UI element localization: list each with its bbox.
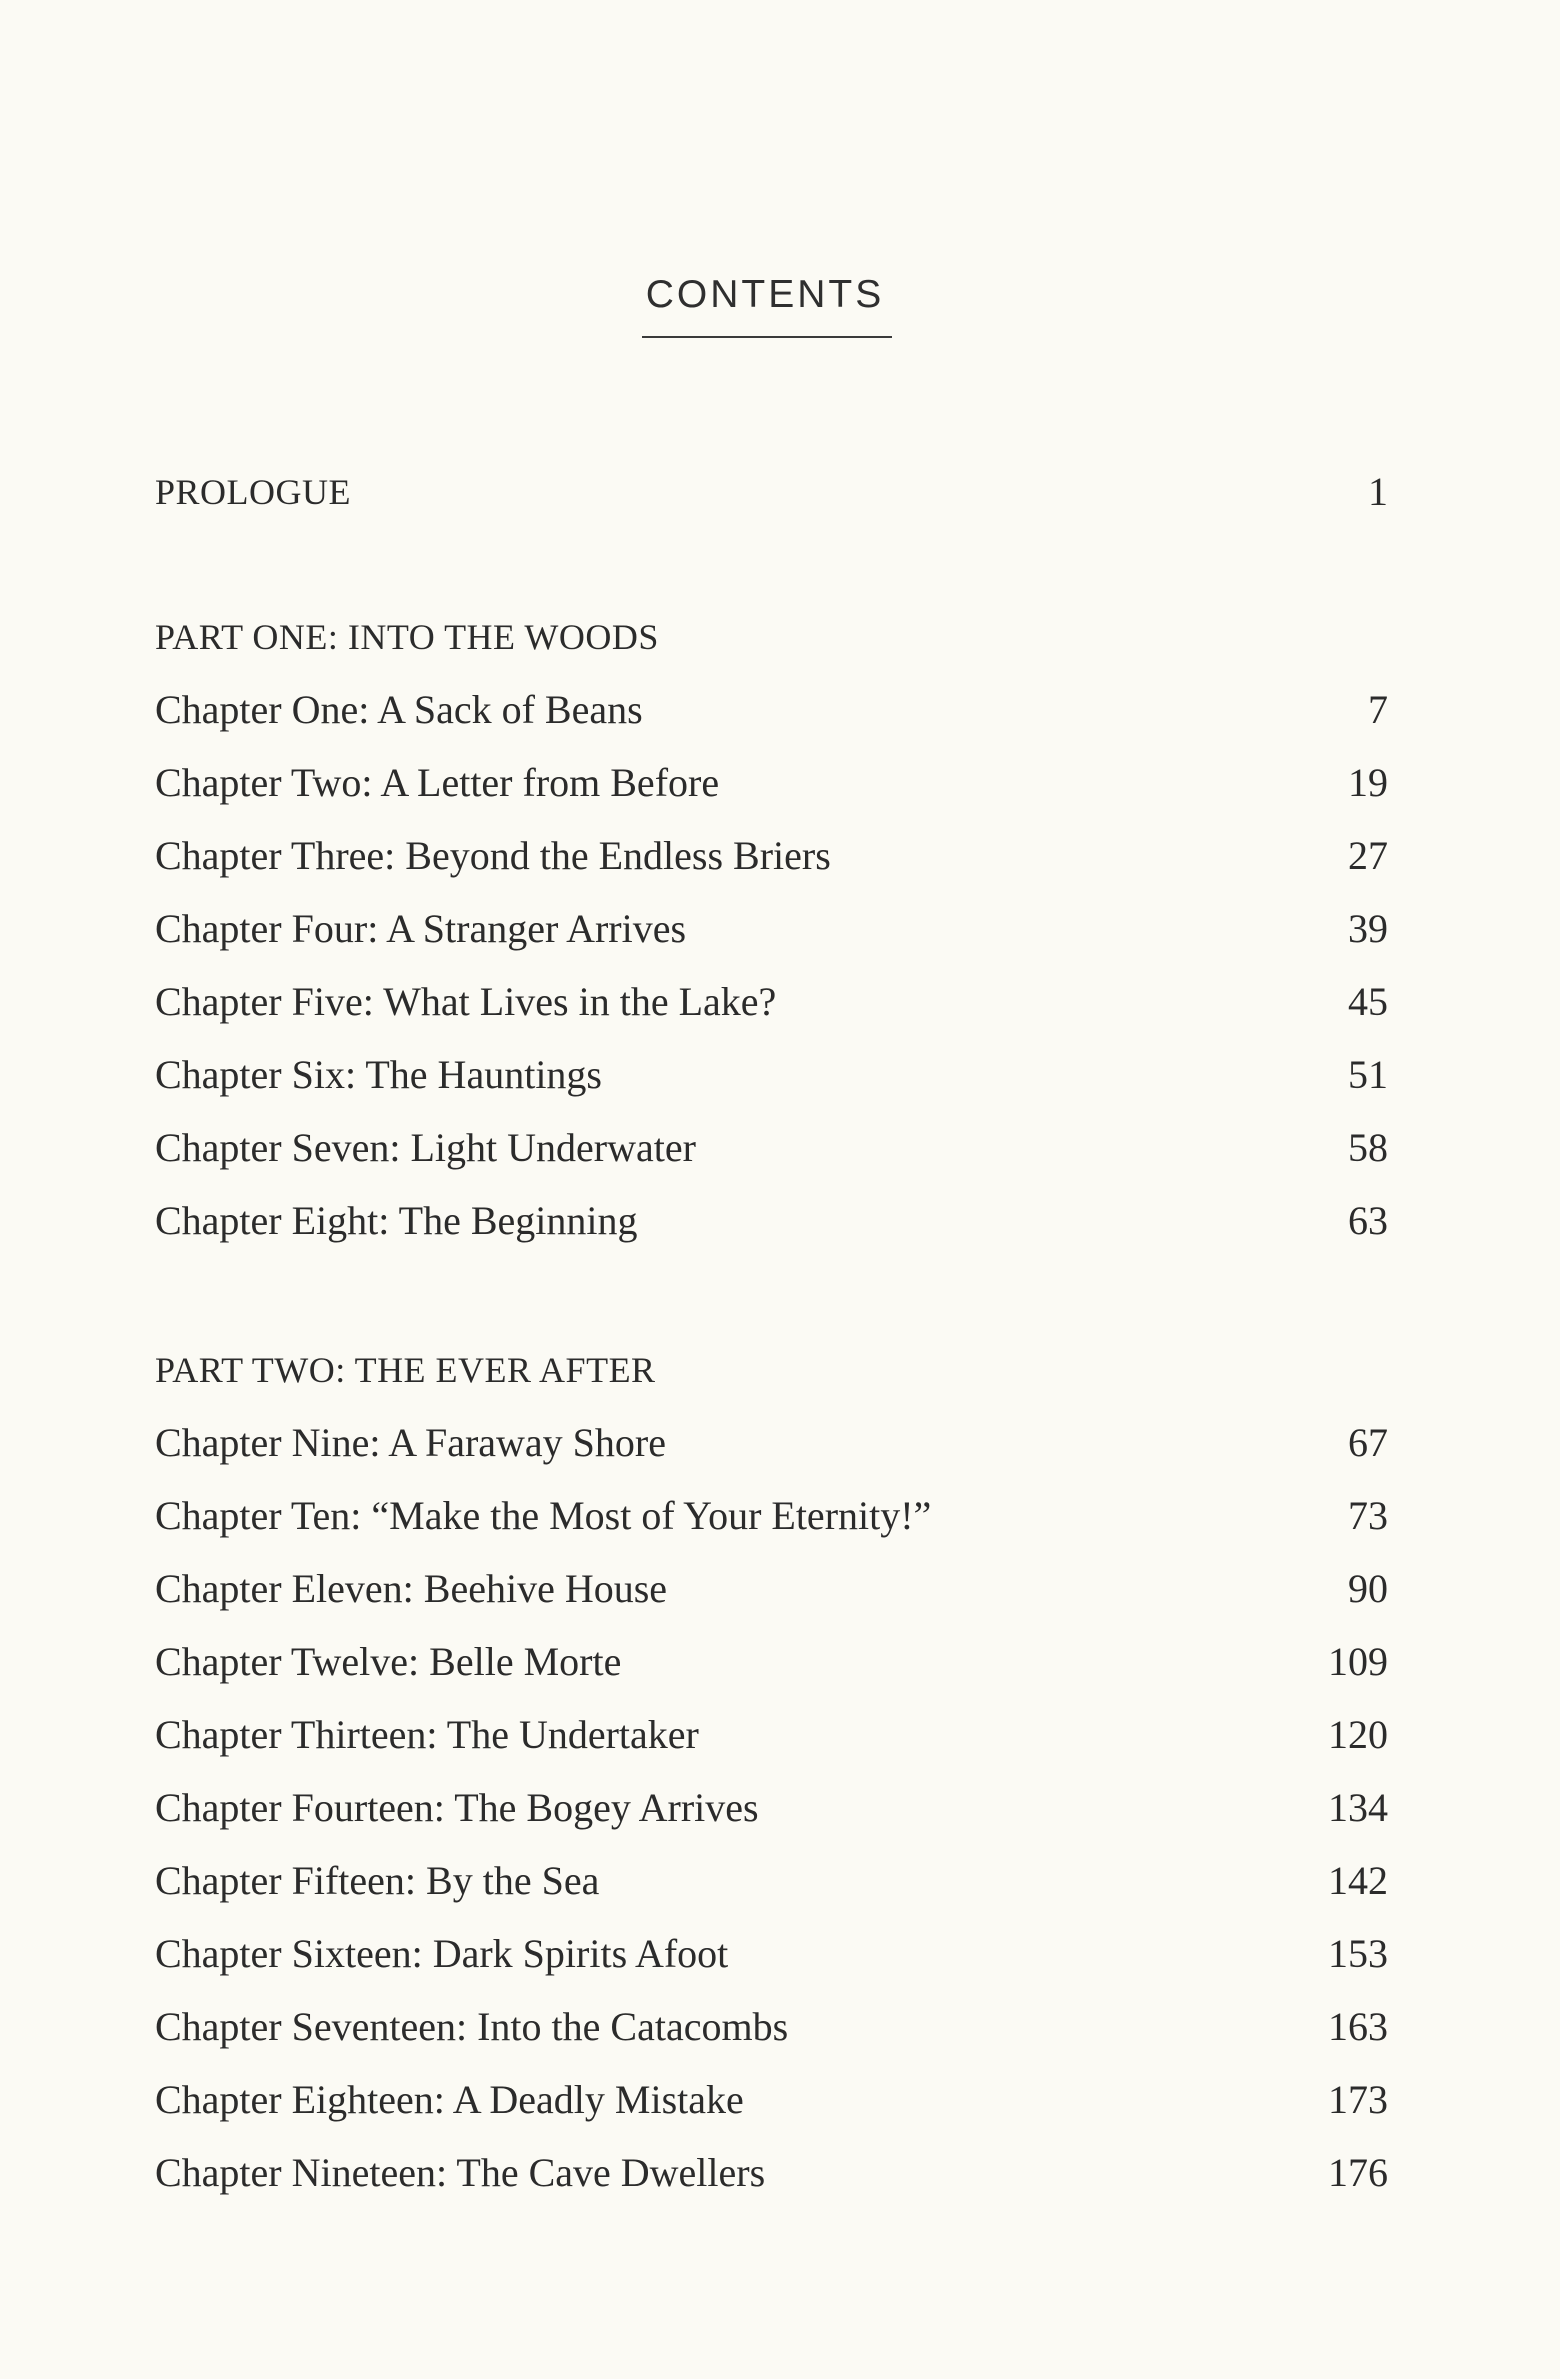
part-heading: PART ONE: INTO THE WOODS [155, 617, 659, 657]
entry-page-number: 1 [1368, 469, 1388, 514]
entry-label: Chapter Seven: Light Underwater [155, 1125, 696, 1170]
part-heading: PART TWO: THE EVER AFTER [155, 1350, 656, 1390]
entry-page-number: 134 [1328, 1785, 1388, 1830]
entry-label: Chapter Eight: The Beginning [155, 1198, 638, 1243]
entry-page-number: 163 [1328, 2004, 1388, 2049]
entry-label: Chapter Fourteen: The Bogey Arrives [155, 1785, 759, 1830]
toc-entry[interactable] [0, 1853, 1560, 1913]
entry-page-number: 45 [1348, 979, 1388, 1024]
entry-label: Chapter Twelve: Belle Morte [155, 1639, 622, 1684]
entry-label: Chapter Sixteen: Dark Spirits Afoot [155, 1931, 729, 1976]
entry-label: Chapter Seventeen: Into the Catacombs [155, 2004, 789, 2049]
entry-label: Chapter Nineteen: The Cave Dwellers [155, 2150, 766, 2195]
contents-title: CONTENTS [645, 273, 885, 316]
entry-page-number: 142 [1328, 1858, 1388, 1903]
entry-label: Chapter Thirteen: The Undertaker [155, 1712, 699, 1757]
toc-entry[interactable] [0, 1047, 1560, 1107]
entry-page-number: 19 [1348, 760, 1388, 805]
entry-page-number: 109 [1328, 1639, 1388, 1684]
entry-page-number: 27 [1348, 833, 1388, 878]
toc-entry[interactable] [0, 974, 1560, 1034]
title-underline [642, 336, 892, 338]
entry-label: Chapter Two: A Letter from Before [155, 760, 720, 805]
toc-entry[interactable] [0, 2145, 1560, 2205]
entry-page-number: 173 [1328, 2077, 1388, 2122]
entry-label: PROLOGUE [155, 472, 352, 512]
entry-page-number: 90 [1348, 1566, 1388, 1611]
entry-label: Chapter One: A Sack of Beans [155, 687, 643, 732]
toc-entry[interactable] [0, 1415, 1560, 1475]
toc-entry[interactable] [0, 1488, 1560, 1548]
entry-page-number: 58 [1348, 1125, 1388, 1170]
entry-page-number: 67 [1348, 1420, 1388, 1465]
toc-entry[interactable] [0, 1120, 1560, 1180]
toc-entry[interactable] [0, 682, 1560, 742]
entry-page-number: 153 [1328, 1931, 1388, 1976]
toc-entry[interactable] [0, 1780, 1560, 1840]
entry-page-number: 7 [1368, 687, 1388, 732]
toc-entry[interactable] [0, 1707, 1560, 1767]
entry-label: Chapter Three: Beyond the Endless Briers [155, 833, 831, 878]
entry-label: Chapter Fifteen: By the Sea [155, 1858, 600, 1903]
toc-entry[interactable] [0, 2072, 1560, 2132]
entry-page-number: 51 [1348, 1052, 1388, 1097]
toc-entry-prologue[interactable] [0, 464, 1560, 524]
toc-entry[interactable] [0, 1926, 1560, 1986]
entry-page-number: 73 [1348, 1493, 1388, 1538]
entry-label: Chapter Six: The Hauntings [155, 1052, 602, 1097]
toc-entry[interactable] [0, 755, 1560, 815]
toc-entry[interactable] [0, 901, 1560, 961]
toc-entry[interactable] [0, 1634, 1560, 1694]
entry-label: Chapter Five: What Lives in the Lake? [155, 979, 777, 1024]
toc-entry[interactable] [0, 1193, 1560, 1253]
entry-label: Chapter Eleven: Beehive House [155, 1566, 668, 1611]
entry-label: Chapter Nine: A Faraway Shore [155, 1420, 666, 1465]
entry-page-number: 39 [1348, 906, 1388, 951]
entry-label: Chapter Ten: “Make the Most of Your Eternity!” [155, 1493, 932, 1538]
entry-page-number: 120 [1328, 1712, 1388, 1757]
toc-entry[interactable] [0, 828, 1560, 888]
entry-label: Chapter Four: A Stranger Arrives [155, 906, 687, 951]
entry-page-number: 63 [1348, 1198, 1388, 1243]
entry-page-number: 176 [1328, 2150, 1388, 2195]
toc-entry[interactable] [0, 1999, 1560, 2059]
entry-label: Chapter Eighteen: A Deadly Mistake [155, 2077, 744, 2122]
toc-entry[interactable] [0, 1561, 1560, 1621]
